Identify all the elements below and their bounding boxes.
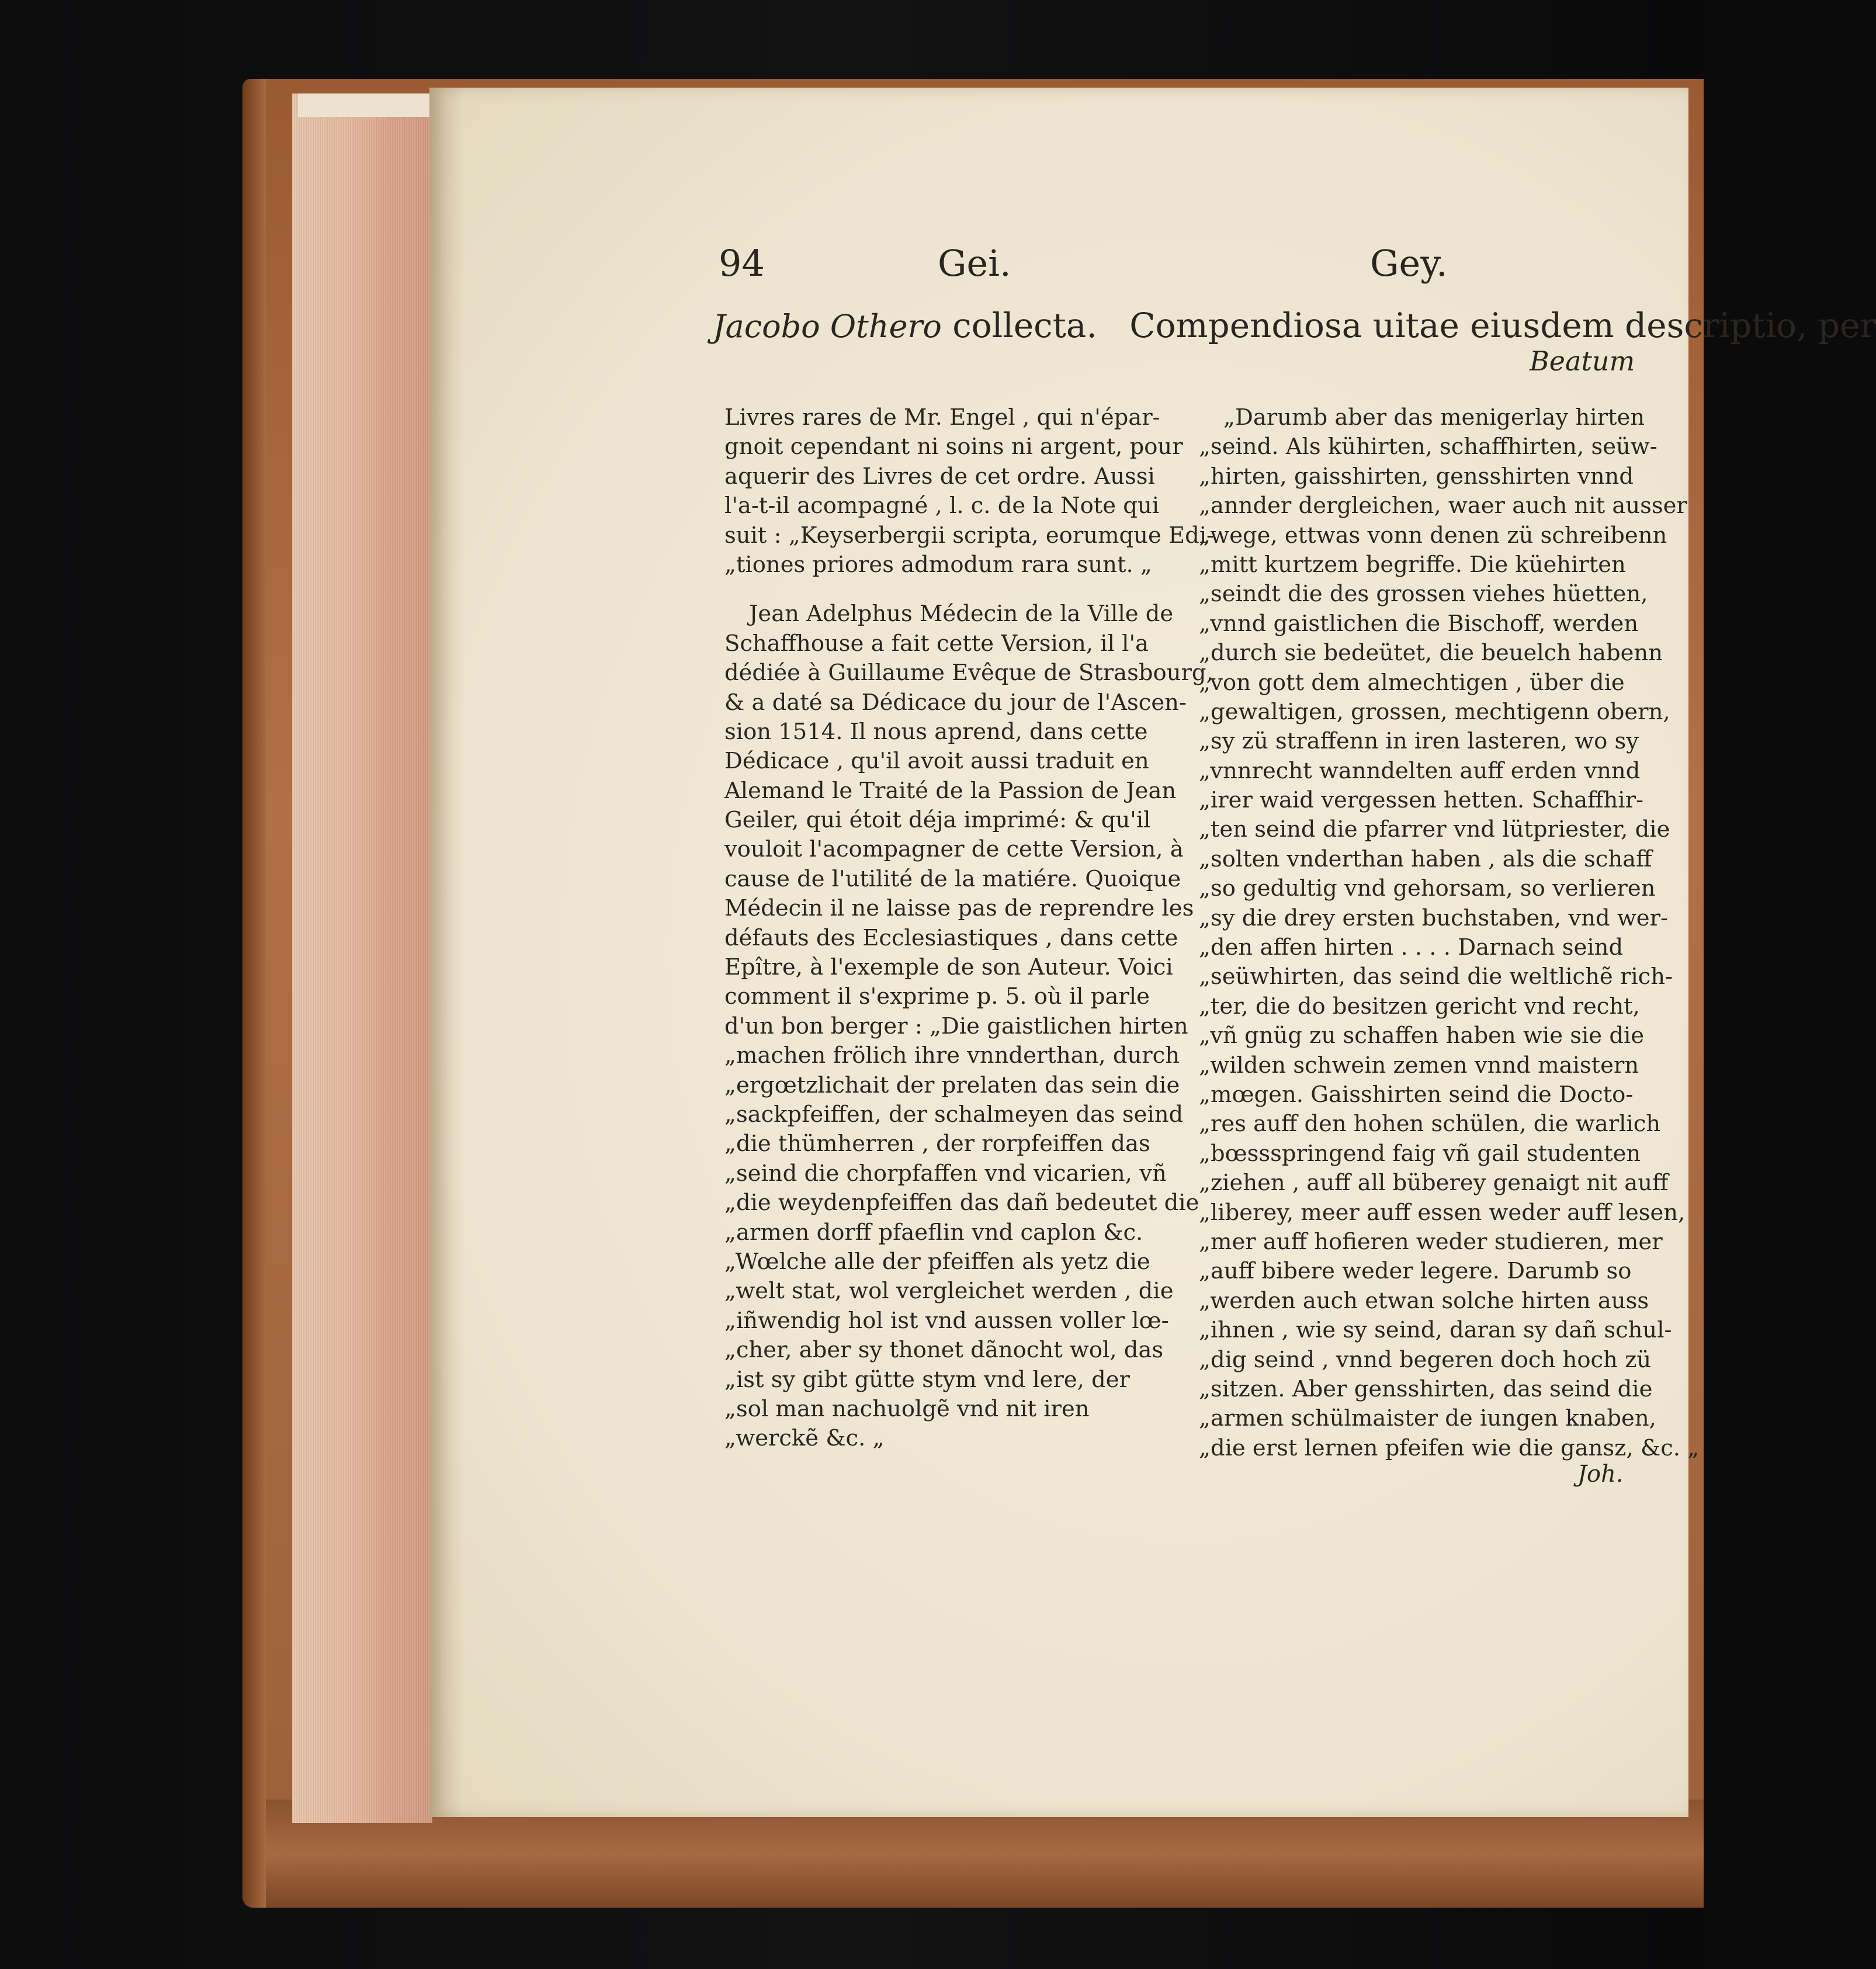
text-line: „iñwendig hol ist vnd aussen voller lœ- (724, 1307, 1169, 1334)
text-line: „vnnd gaistlichen die Bischoff, werden (1199, 610, 1639, 637)
text-line: „so gedultig vnd gehorsam, so verlieren (1199, 875, 1656, 902)
text-line: „res auff den hohen schülen, die warlich (1199, 1111, 1661, 1138)
text-line: „die weydenpfeiffen das dañ bedeutet die (724, 1190, 1199, 1216)
text-line: Geiler, qui étoit déja imprimé: & qu'il (724, 807, 1151, 834)
left-paragraph-1 (724, 403, 1215, 580)
text-line: „Wœlche alle der pfeiffen als yetz die (724, 1248, 1150, 1275)
text-line: „ter, die do besitzen gericht vnd recht, (1199, 993, 1640, 1020)
text-line: „die erst lernen pfeifen wie die gansz, &c. „ (1199, 1434, 1700, 1461)
text-line: „seind die chorpfaffen vnd vicarien, vñ (724, 1160, 1167, 1187)
text-line: „ist sy gibt gütte stym vnd lere, der (724, 1366, 1130, 1393)
text-line: „annder dergleichen, waer auch nit ausser (1199, 493, 1687, 519)
text-line: aquerir des Livres de cet ordre. Aussi (724, 463, 1155, 490)
text-line: „liberey, meer auff essen weder auff lesen, (1199, 1199, 1686, 1226)
title-description: Compendiosa uitae eiusdem descriptio, per (1129, 306, 1876, 345)
text-line: l'a-t-il acompagné , l. c. de la Note qui (724, 493, 1160, 519)
text-line: „machen frölich ihre vnnderthan, durch (724, 1042, 1180, 1069)
text-line: „Darumb aber das menigerlay hirten (1223, 404, 1645, 431)
text-line: „bœssspringend faig vñ gail studenten (1199, 1140, 1641, 1167)
text-line: sion 1514. Il nous aprend, dans cette (724, 718, 1148, 745)
title-continuation: Beatum (1530, 345, 1635, 377)
running-head-right: Gey. (1370, 242, 1448, 285)
text-line: „ten seind die pfarrer vnd lütpriester, die (1199, 816, 1670, 843)
text-line: Médecin il ne laisse pas de reprendre les (724, 895, 1194, 922)
text-line: „ziehen , auff all büberey genaigt nit auff (1199, 1170, 1669, 1197)
text-line: „den affen hirten . . . . Darnach seind (1199, 934, 1624, 961)
text-line: „von gott dem almechtigen , über die (1199, 669, 1625, 696)
text-line: „hirten, gaisshirten, gensshirten vnnd (1199, 463, 1634, 490)
text-line: Livres rares de Mr. Engel , qui n'épar- (724, 404, 1160, 431)
text-line: „irer waid vergessen hetten. Schaffhir- (1199, 787, 1644, 814)
text-line: gnoit cependant ni soins ni argent, pour (724, 434, 1183, 460)
text-line: „vnnrecht wanndelten auff erden vnnd (1199, 757, 1641, 784)
text-line: suit : „Keyserbergii scripta, eorumque Edi- (724, 522, 1215, 549)
text-line: „mœgen. Gaisshirten seind die Docto- (1199, 1081, 1634, 1108)
text-line: „sol man nachuolgẽ vnd nit iren (724, 1395, 1090, 1422)
title-italic-name: Jacobo Othero (713, 308, 942, 345)
text-line: comment il s'exprime p. 5. où il parle (724, 983, 1150, 1010)
text-line: „seüwhirten, das seind die weltlichẽ rich- (1199, 963, 1673, 990)
gutter-shadow (429, 88, 464, 1817)
text-line: Jean Adelphus Médecin de la Ville de (749, 601, 1174, 628)
text-line: „armen dorff pfaeflin vnd caplon &c. (724, 1219, 1143, 1246)
left-paragraph-2 (724, 599, 1213, 1453)
text-line: dédiée à Guillaume Evêque de Strasbourg, (724, 660, 1213, 687)
text-line: „tiones priores admodum rara sunt. „ (724, 551, 1152, 578)
text-line: „sackpfeiffen, der schalmeyen das seind (724, 1101, 1184, 1128)
text-line: „sitzen. Aber gensshirten, das seind die (1199, 1375, 1653, 1402)
text-line: „die thümherren , der rorpfeiffen das (724, 1131, 1150, 1157)
text-line: „auff bibere weder legere. Darumb so (1199, 1258, 1632, 1285)
page-number: 94 (719, 242, 765, 285)
text-line: „seindt die des grossen viehes hüetten, (1199, 581, 1648, 608)
title-line (713, 306, 1876, 345)
title-collecta: collecta. (941, 306, 1097, 345)
left-column (724, 403, 1215, 1454)
text-line: „dig seind , vnnd begeren doch hoch zü (1199, 1346, 1652, 1373)
text-line: „sy zü straffenn in iren lasteren, wo sy (1199, 728, 1639, 755)
running-head-left: Gei. (938, 242, 1011, 285)
text-line: „sy die drey ersten buchstaben, vnd wer- (1199, 904, 1668, 931)
page-block-top (298, 93, 432, 117)
text-line: „ergœtzlichait der prelaten das sein die (724, 1072, 1180, 1098)
text-line: „mer auff hofieren weder studieren, mer (1199, 1228, 1663, 1255)
text-line: „durch sie bedeütet, die beuelch habenn (1199, 640, 1663, 667)
text-line: „gewaltigen, grossen, mechtigenn obern, (1199, 698, 1670, 725)
text-line: défauts des Ecclesiastiques , dans cette (724, 924, 1178, 951)
text-line: Epître, à l'exemple de son Auteur. Voici (724, 954, 1173, 981)
text-line: „armen schülmaister de iungen knaben, (1199, 1405, 1656, 1432)
catchword: Joh. (1577, 1461, 1624, 1488)
text-line: Schaffhouse a fait cette Version, il l'a (724, 630, 1149, 657)
text-line: „werden auch etwan solche hirten auss (1199, 1287, 1649, 1314)
text-line: „wilden schwein zemen vnnd maistern (1199, 1052, 1639, 1079)
text-line: Alemand le Traité de la Passion de Jean (724, 777, 1177, 804)
text-line: vouloit l'acompagner de cette Version, à (724, 836, 1184, 863)
text-line: „seind. Als kühirten, schaffhirten, seüw- (1199, 434, 1657, 460)
text-line: „mitt kurtzem begriffe. Die küehirten (1199, 551, 1626, 578)
text-line: „cher, aber sy thonet dãnocht wol, das (724, 1337, 1164, 1364)
text-line: Dédicace , qu'il avoit aussi traduit en (724, 748, 1149, 775)
page-block-edges (292, 93, 432, 1823)
text-line: „vñ gnüg zu schaffen haben wie sie die (1199, 1022, 1645, 1049)
text-line: „welt stat, wol vergleichet werden , die (724, 1278, 1174, 1305)
text-line: „wege, ettwas vonn denen zü schreibenn (1199, 522, 1667, 549)
text-line: & a daté sa Dédicace du jour de l'Ascen- (724, 689, 1187, 716)
right-column (1199, 403, 1700, 1463)
text-line: „solten vnderthan haben , als die schaff (1199, 845, 1652, 872)
text-line: „werckẽ &c. „ (724, 1425, 885, 1452)
text-line: „ihnen , wie sy seind, daran sy dañ schul- (1199, 1317, 1672, 1344)
cover-spine-edge (242, 79, 266, 1908)
text-line: cause de l'utilité de la matiére. Quoique (724, 865, 1181, 892)
text-line: d'un bon berger : „Die gaistlichen hirten (724, 1013, 1188, 1039)
